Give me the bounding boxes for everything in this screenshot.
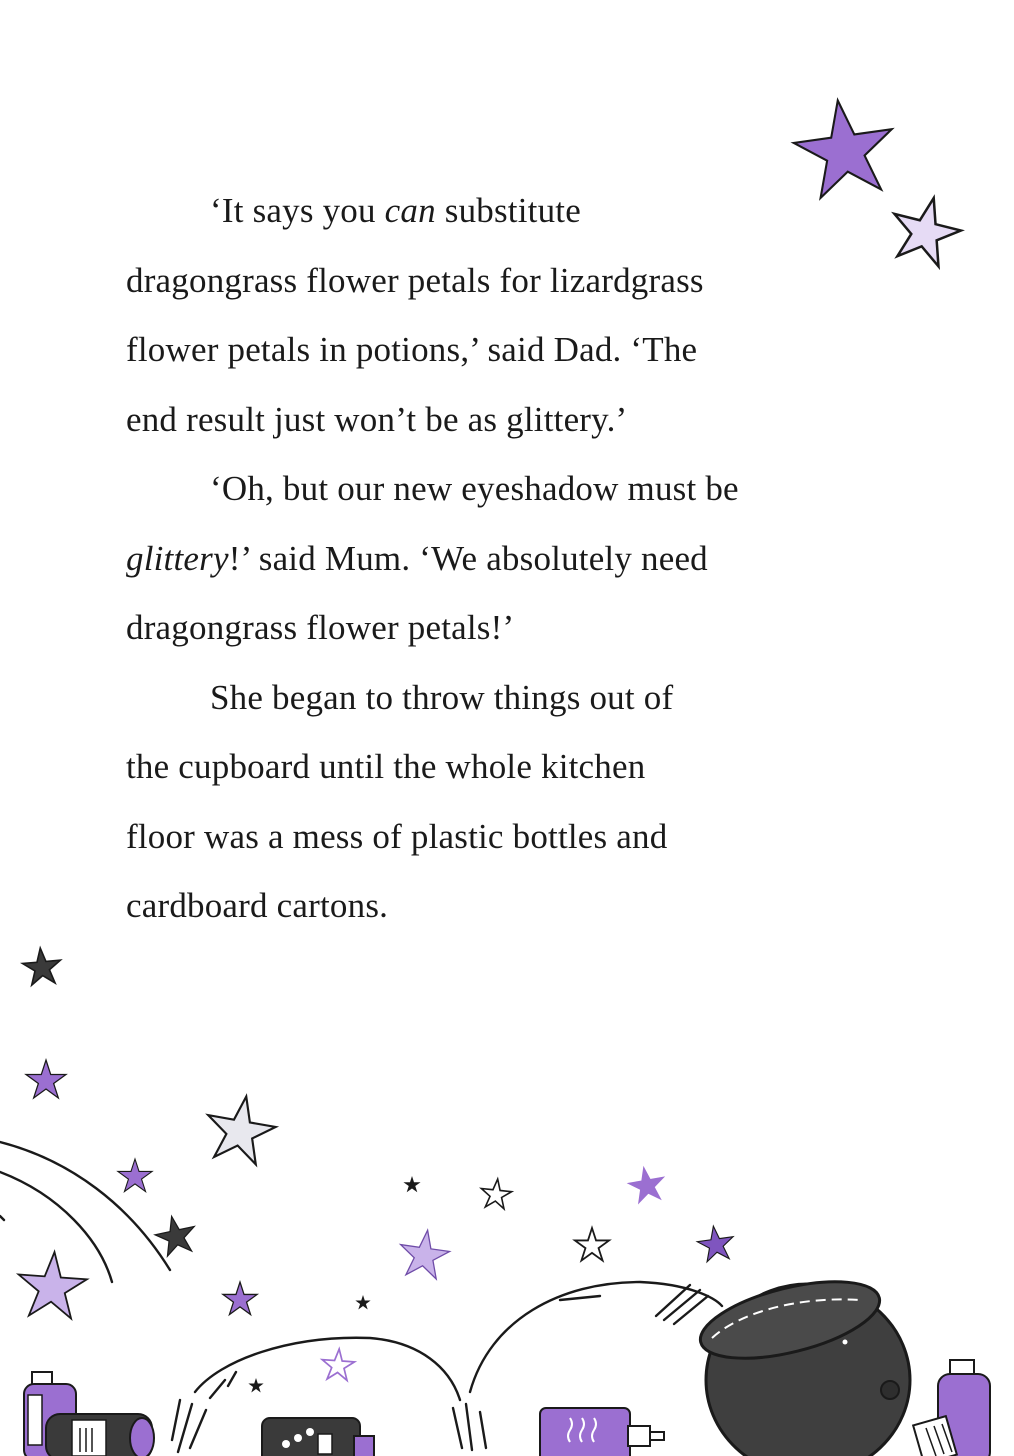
text-line: glittery!’ said Mum. ‘We absolutely need [126,538,708,578]
text-line: end result just won’t be as glittery.’ [126,399,628,439]
text-line: floor was a mess of plastic bottles and [126,816,668,856]
purple-star-icon [118,1159,152,1192]
emphasis: can [384,191,436,230]
purple-star-icon [626,1164,668,1204]
lavender-star-icon [16,1250,89,1320]
outline-star-icon [575,1228,609,1261]
lavender-star-icon [397,1227,453,1280]
purple-star-icon [695,1224,736,1263]
tiny-star-icon [248,1378,263,1392]
tiny-star-icon [355,1295,370,1309]
outline-star-icon [480,1177,513,1209]
purple-star-icon [223,1282,257,1315]
text-line: cardboard cartons. [126,886,389,925]
carton-icon [262,1418,374,1456]
text-line: ‘Oh, but our new eyeshadow must be [210,469,739,508]
text-line: dragongrass flower petals for lizardgrass [126,260,704,300]
small-lavender-star-icon [885,190,967,270]
text-line: ‘It says you can substitute [210,191,581,230]
motion-lines [0,1142,722,1452]
paragraph-1 [126,176,886,454]
text-line: flower petals in potions,’ said Dad. ‘The [126,330,698,369]
story-text [126,176,886,941]
purple-carton-icon [540,1408,664,1456]
grey-star-icon [201,1091,280,1167]
purple-star-icon [26,1060,66,1098]
outline-star-icon [321,1348,355,1381]
dark-star-icon [152,1212,199,1257]
spray-bottle-icon [913,1360,990,1456]
dark-star-icon [21,946,62,985]
tiny-star-icon [403,1176,420,1192]
cauldron-icon [693,1267,910,1456]
text-line: the cupboard until the whole kitchen [126,747,646,786]
text-line: She began to throw things out of [210,677,674,717]
jar-icon [46,1414,154,1456]
paragraph-2 [126,454,886,663]
emphasis: glittery [126,538,229,578]
text-line: dragongrass flower petals!’ [126,608,515,647]
paragraph-3 [126,663,886,941]
